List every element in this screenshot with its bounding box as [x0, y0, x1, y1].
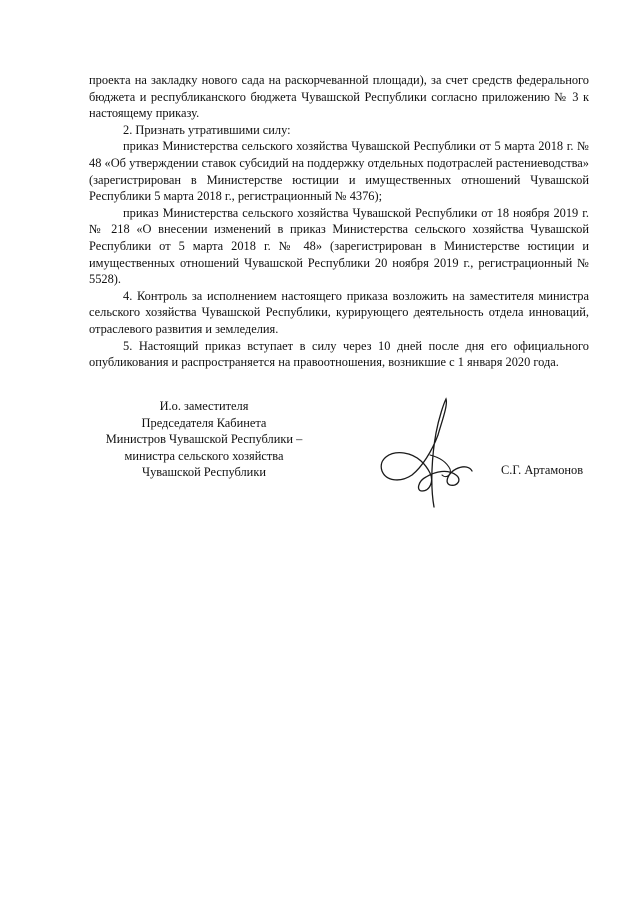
signatory-title-line: И.о. заместителя — [159, 399, 249, 413]
paragraph-item-2: 2. Признать утратившими силу: — [123, 122, 291, 137]
signatory-title-line: Председателя Кабинета — [141, 415, 267, 430]
paragraph-item-4: 4. Контроль за исполнением настоящего приказа возложить на заместителя министра сельского хозяйства Чувашской Республики, курирующего деятельность отдела инноваций, отраслевого развития и земледелия. — [89, 288, 589, 336]
signatory-title-block — [89, 398, 319, 481]
paragraph-repealed-order-48: приказ Министерства сельского хозяйства Чувашской Республики от 5 марта 2018 г. № 48 «Об утверждении ставок субсидий на поддержку отдельных подотраслей растениеводства» (зарегистрирован в Министерстве юстиции и имущественных отношений Чувашской Республики 5 марта 2018 г., регистрационный № 4376); — [89, 139, 589, 204]
signatory-title-line: министра сельского хозяйства — [124, 448, 284, 463]
document-body — [89, 72, 589, 371]
signatory-title-line: Министров Чувашской Республики – — [105, 432, 303, 447]
signer-name: С.Г. Артамонов — [501, 463, 584, 477]
paragraph-continuation: проекта на закладку нового сада на раскорчеванной площади), за счет средств федерального бюджета и республиканского бюджета Чувашской Республики согласно приложению № 3 к настоящему приказу. — [89, 73, 589, 121]
signatory-title-line: Чувашской Республики — [142, 465, 266, 480]
paragraph-item-5: 5. Настоящий приказ вступает в силу через 10 дней после дня его официального опубликования и распространяется на правоотношения, возникшие с 1 января 2020 года. — [89, 338, 589, 370]
paragraph-repealed-order-218: приказ Министерства сельского хозяйства Чувашской Республики от 18 ноября 2019 г. № 218 «О внесении изменений в приказ Министерства сельского хозяйства Чувашской Республики от 5 марта 2018 г. № 48» (зарегистрирован в Министерстве юстиции и имущественных отношений Чувашской Республики 20 ноября 2019 г., регистрационный № 5528). — [89, 205, 589, 287]
handwritten-signature — [372, 395, 482, 513]
